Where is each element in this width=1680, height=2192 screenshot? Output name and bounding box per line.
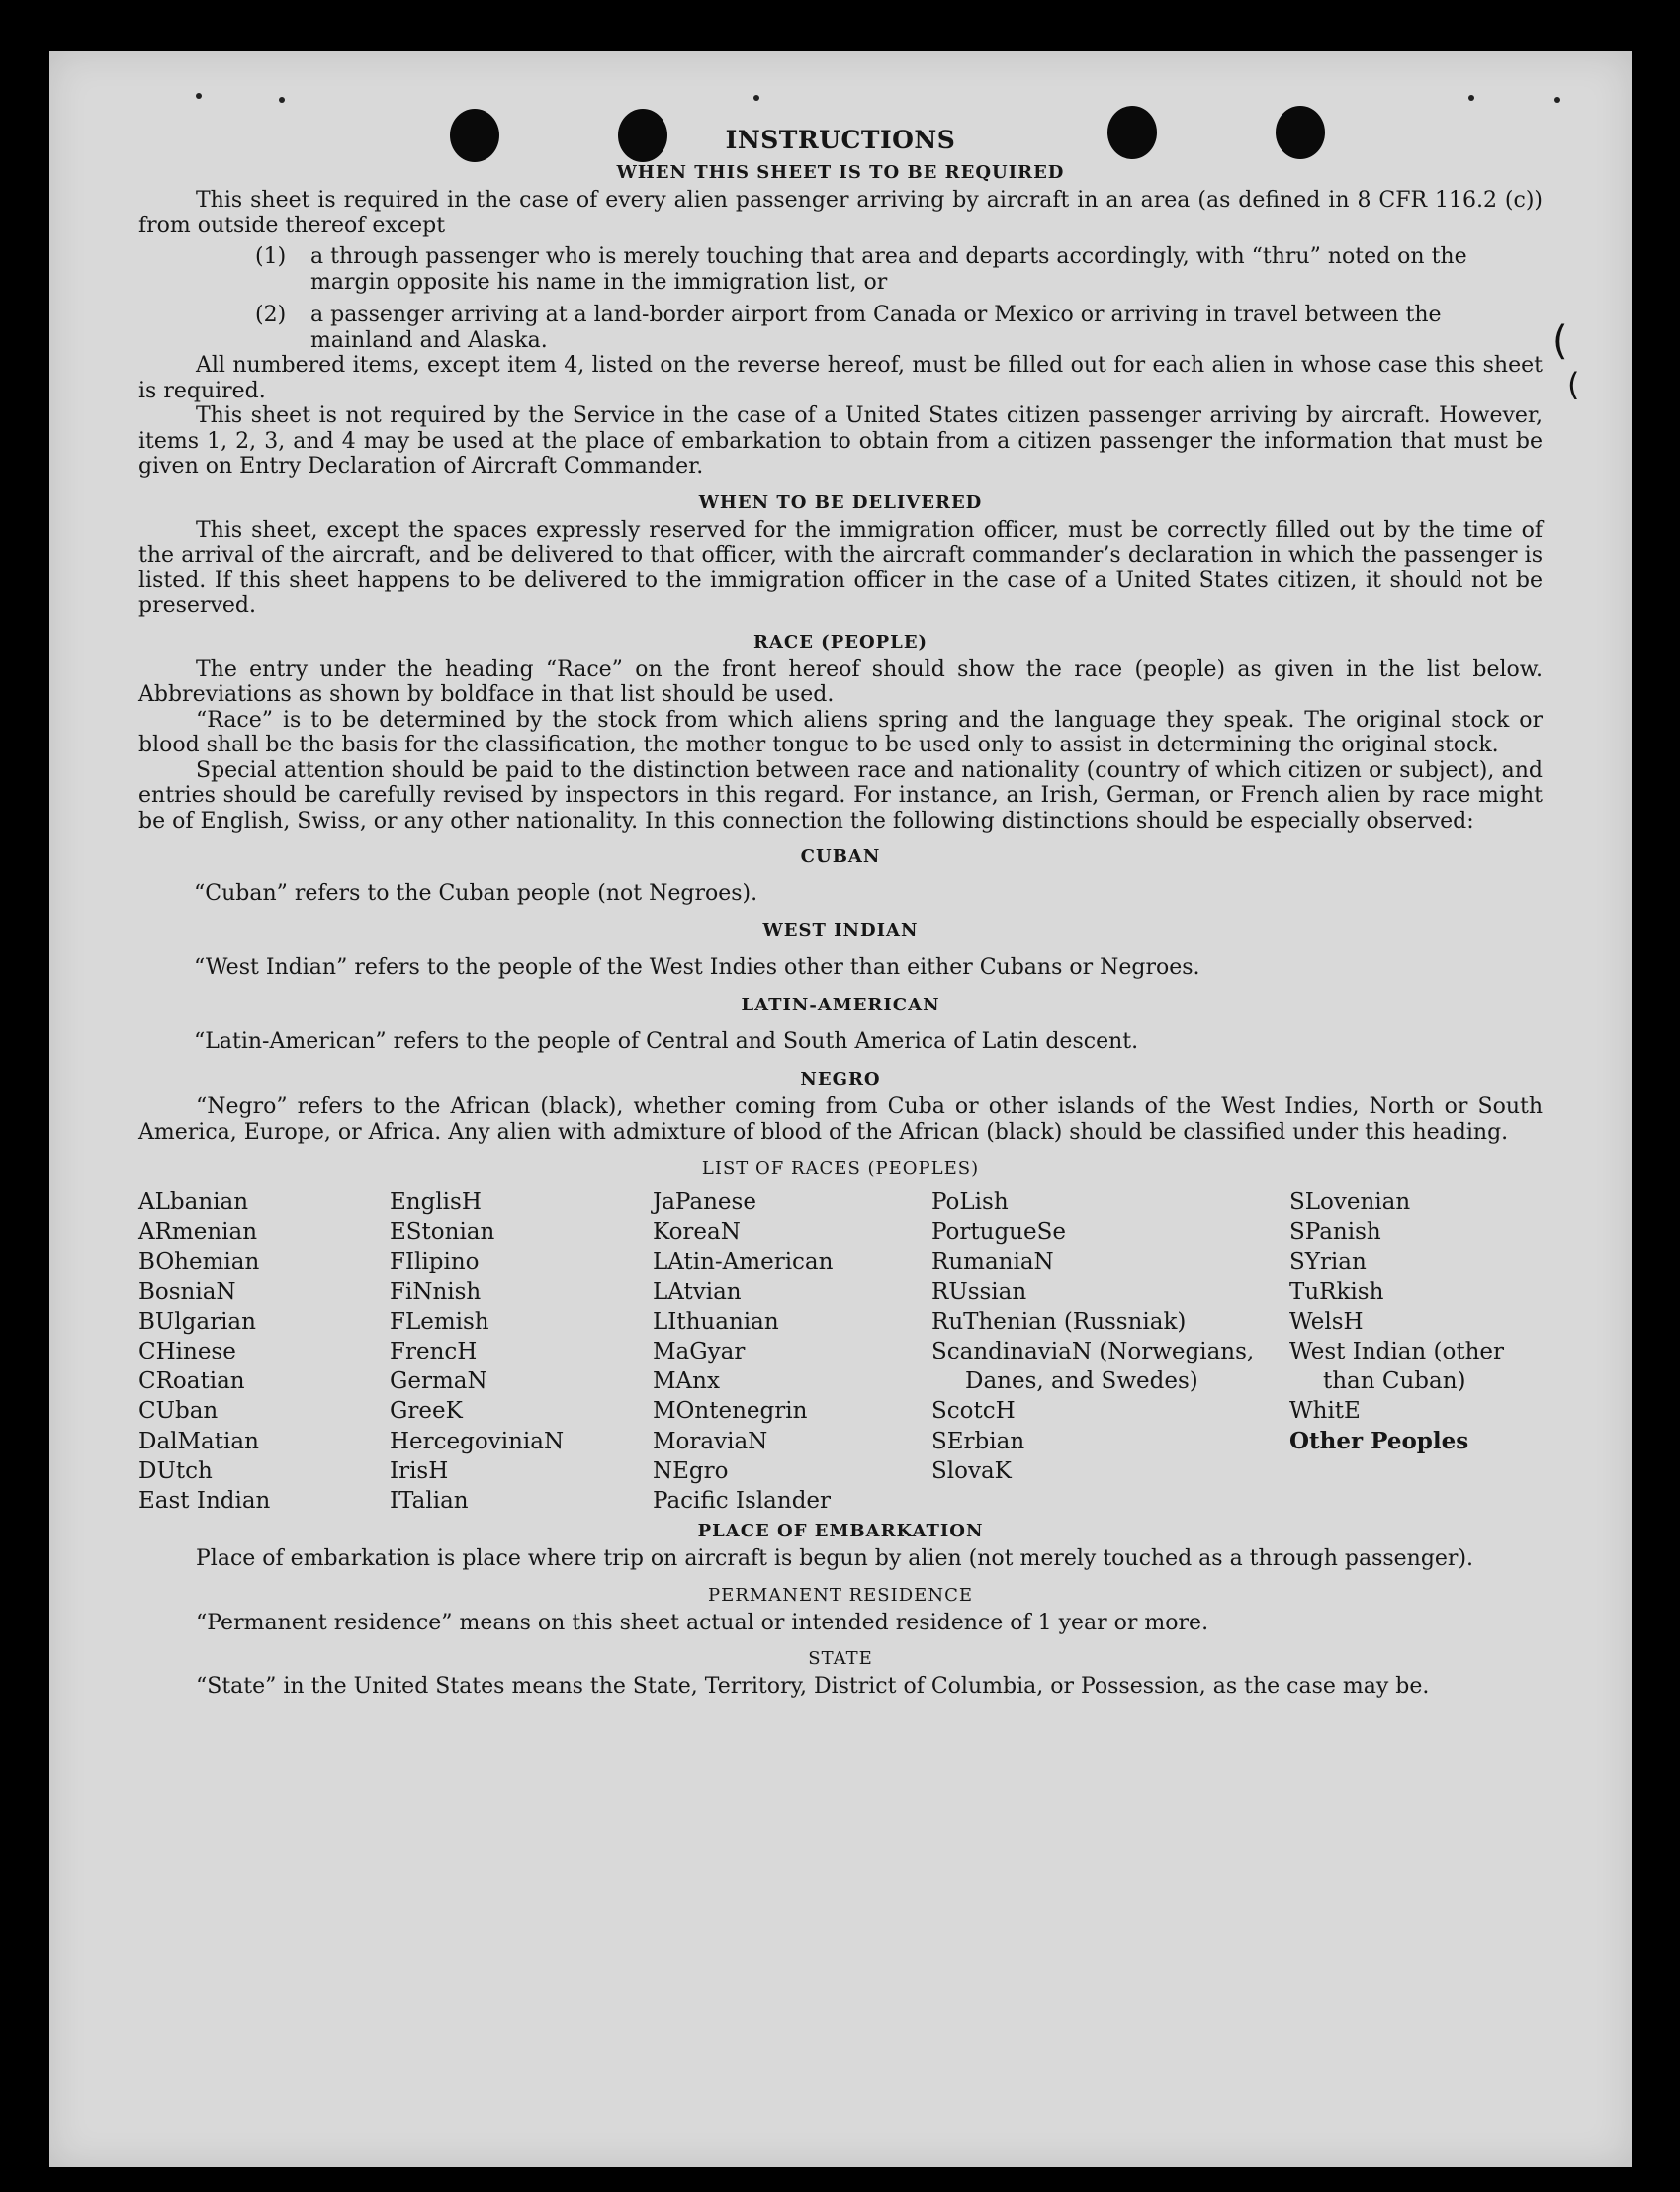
margin-bracket-mark: (: [1552, 318, 1568, 364]
race-entry: RumaniaN: [931, 1249, 1054, 1275]
race-entry: MoraviaN: [653, 1428, 768, 1454]
race-paragraph-1: The entry under the heading “Race” on the front hereof should show the race (people) as given in the list below. Abbreviations as shown by boldface in that list should be used.: [138, 657, 1543, 707]
section-heading-cuban: CUBAN: [800, 846, 881, 867]
race-entry: SPanish: [1289, 1219, 1381, 1246]
section-heading-latin-american: LATIN-AMERICAN: [741, 995, 940, 1015]
west-indian-definition: “West Indian” refers to the people of the West Indies other than either Cubans or Negroes.: [194, 955, 1200, 980]
race-entry: LAtin-American: [653, 1249, 834, 1275]
race-entry: MaGyar: [653, 1339, 746, 1365]
exception-text: a through passenger who is merely touching that area and departs accordingly, with “thru” noted on the margin opposite his name in the immigration list, or: [310, 244, 1467, 295]
race-entry: PortugueSe: [931, 1219, 1066, 1246]
cuban-definition: “Cuban” refers to the Cuban people (not Negroes).: [194, 881, 758, 906]
state-paragraph: “State” in the United States means the State, Territory, District of Columbia, or Possession, as the case may be.: [196, 1674, 1430, 1700]
numbered-items-paragraph: All numbered items, except item 4, listed on the reverse hereof, must be filled out for each alien in whose case this sheet is required.: [138, 353, 1543, 403]
race-entry: MOntenegrin: [653, 1398, 808, 1425]
speck-mark: [1554, 97, 1560, 103]
races-column: [1289, 1187, 1543, 1516]
race-entry: CRoatian: [138, 1368, 245, 1395]
residence-paragraph: “Permanent residence” means on this sheet actual or intended residence of 1 year or more.: [196, 1610, 1209, 1635]
race-entry: NEgro: [653, 1457, 729, 1484]
race-paragraph-3: Special attention should be paid to the distinction between race and nationality (country of which citizen or subject), and entries should be carefully revised by inspectors in this regard. For instance, an Irish, German, or French alien by race might be of English, Swiss, or any other nationality. In this connection the following distinctions should be especially observed:: [138, 757, 1543, 833]
margin-bracket-mark: (: [1567, 366, 1580, 403]
citizen-note-paragraph: This sheet is not required by the Service in the case of a United States citizen passenger arriving by aircraft. However, items 1, 2, 3, and 4 may be used at the place of embarkation to obtain from a citizen passenger the information that must be given on Entry Declaration of Aircraft Commander.: [138, 403, 1543, 479]
race-entry: FLemish: [390, 1308, 489, 1335]
section-heading-negro: NEGRO: [800, 1069, 881, 1090]
race-entry: ALbanian: [138, 1189, 249, 1215]
race-entry: BosniaN: [138, 1278, 236, 1305]
race-entry: RuThenian (Russniak): [931, 1308, 1187, 1335]
race-entry: WhitE: [1289, 1398, 1361, 1425]
race-entry: Other Peoples: [1289, 1427, 1469, 1454]
race-entry: IrisH: [390, 1457, 449, 1484]
race-entry: ScotcH: [931, 1398, 1016, 1425]
race-entry: RUssian: [931, 1278, 1027, 1305]
exception-text: a passenger arriving at a land-border airport from Canada or Mexico or arriving in travel between the mainland and Alaska.: [310, 303, 1442, 353]
instructions-content: [138, 124, 1543, 1700]
section-heading-embarkation: PLACE OF EMBARKATION: [697, 1521, 984, 1542]
embarkation-paragraph: Place of embarkation is place where trip on aircraft is begun by alien (not merely touched as a through passenger).: [196, 1546, 1474, 1572]
races-column: [390, 1187, 653, 1516]
exception-item: [255, 303, 1543, 353]
race-entry: EnglisH: [390, 1189, 482, 1215]
required-intro: This sheet is required in the case of every alien passenger arriving by aircraft in an area (as defined in 8 CFR 116.2 (c)) from outside thereof except: [138, 188, 1543, 238]
race-entry: FiNnish: [390, 1278, 482, 1305]
race-entry: DUtch: [138, 1457, 213, 1484]
speck-mark: [1468, 95, 1474, 101]
race-paragraph-2: “Race” is to be determined by the stock from which aliens spring and the language they speak. The original stock or blood shall be the basis for the classification, the mother tongue to be used only to assist in determining the original stock.: [138, 707, 1543, 757]
race-entry: SYrian: [1289, 1249, 1367, 1275]
race-entry: BOhemian: [138, 1249, 260, 1275]
race-entry: ScandinaviaN (Norwegians, Danes, and Swedes): [931, 1339, 1255, 1395]
race-entry: East Indian: [138, 1488, 271, 1515]
speck-mark: [196, 93, 202, 99]
negro-definition: “Negro” refers to the African (black), whether coming from Cuba or other islands of the West Indies, North or South America, Europe, or Africa. Any alien with admixture of blood of the African (black) should be classified under this heading.: [138, 1095, 1543, 1145]
section-heading-delivered: WHEN TO BE DELIVERED: [698, 491, 983, 513]
race-entry: TuRkish: [1289, 1278, 1384, 1305]
section-heading-race: RACE (PEOPLE): [752, 631, 928, 653]
race-entry: KoreaN: [653, 1219, 741, 1246]
race-entry: EStonian: [390, 1219, 495, 1246]
race-entry: SlovaK: [931, 1457, 1012, 1484]
races-column: [138, 1187, 390, 1516]
race-entry: JaPanese: [653, 1189, 756, 1215]
race-entry: GreeK: [390, 1398, 463, 1425]
race-entry: SLovenian: [1289, 1189, 1411, 1215]
race-entry: LIthuanian: [653, 1308, 779, 1335]
race-entry: BUlgarian: [138, 1308, 256, 1335]
race-entry: FIlipino: [390, 1249, 480, 1275]
speck-mark: [753, 95, 759, 101]
race-entry: HercegoviniaN: [390, 1428, 565, 1454]
races-list: [138, 1187, 1543, 1516]
race-entry: PoLish: [931, 1189, 1009, 1215]
race-entry: CUban: [138, 1398, 219, 1425]
race-entry: MAnx: [653, 1368, 720, 1395]
race-entry: SErbian: [931, 1428, 1025, 1454]
section-heading-west-indian: WEST INDIAN: [762, 921, 919, 941]
speck-mark: [279, 97, 285, 103]
races-column: [931, 1187, 1289, 1516]
page-title: INSTRUCTIONS: [725, 126, 956, 154]
delivered-paragraph: This sheet, except the spaces expressly reserved for the immigration officer, must be correctly filled out by the time of the arrival of the aircraft, and be delivered to that officer, with the aircraft commander’s declaration in which the passenger is listed. If this sheet happens to be delivered to the immigration officer in the case of a United States citizen, it should not be preserved.: [138, 517, 1543, 618]
race-entry: DalMatian: [138, 1428, 259, 1454]
race-entry: FrencH: [390, 1339, 478, 1365]
race-entry: CHinese: [138, 1339, 236, 1365]
exception-number: (1): [255, 244, 287, 269]
section-heading-races-list: LIST OF RACES (PEOPLES): [701, 1158, 980, 1179]
latin-american-definition: “Latin-American” refers to the people of Central and South America of Latin descent.: [194, 1029, 1139, 1054]
race-entry: ARmenian: [138, 1219, 258, 1246]
race-entry: Pacific Islander: [653, 1488, 832, 1515]
section-heading-required: WHEN THIS SHEET IS TO BE REQUIRED: [616, 162, 1065, 183]
race-entry: GermaN: [390, 1368, 487, 1395]
race-entry: LAtvian: [653, 1278, 742, 1305]
section-heading-residence: PERMANENT RESIDENCE: [708, 1584, 973, 1606]
race-entry: ITalian: [390, 1488, 469, 1515]
exception-item: [255, 244, 1543, 295]
section-heading-state: STATE: [808, 1648, 873, 1670]
exception-number: (2): [255, 303, 287, 327]
races-column: [653, 1187, 931, 1516]
race-entry: WelsH: [1289, 1308, 1364, 1335]
race-entry: West Indian (other than Cuban): [1289, 1339, 1505, 1395]
